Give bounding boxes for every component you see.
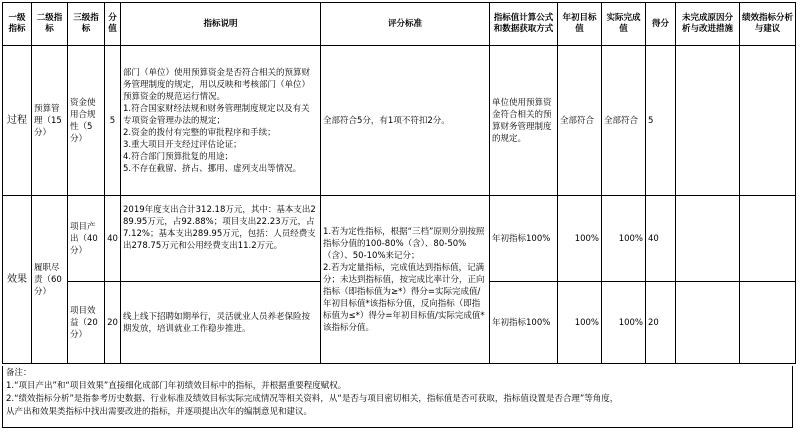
header-actual: 实际完成值 (602, 3, 646, 46)
output-weight: 40 (105, 196, 121, 282)
effect-suggest (740, 282, 796, 364)
output-lv3: 项目产出（40分） (68, 196, 105, 282)
output-actual: 100% (602, 196, 646, 282)
header-score-weight: 分值 (105, 3, 121, 46)
process-criteria: 全部符合5分，有1项不符扣2分。 (321, 46, 490, 196)
process-lv3: 资金使用合规性（5分） (68, 46, 105, 196)
effect-lv2: 履职尽责（60分） (32, 196, 68, 364)
process-actual: 全部符合 (602, 46, 646, 196)
process-weight: 5 (105, 46, 121, 196)
header-desc: 指标说明 (121, 3, 321, 46)
effect-formula: 年初指标100% (490, 282, 558, 364)
process-lv1: 过程 (3, 46, 32, 196)
header-row (3, 3, 796, 46)
process-score: 5 (646, 46, 676, 196)
header-score: 得分 (646, 3, 676, 46)
output-target: 100% (558, 196, 602, 282)
effect-target: 100% (558, 282, 602, 364)
output-analysis (676, 196, 740, 282)
header-analysis: 未完成原因分析与改进措施 (676, 3, 740, 46)
header-criteria: 评分标准 (321, 3, 490, 46)
process-analysis (676, 46, 740, 196)
output-suggest (740, 196, 796, 282)
process-formula: 单位使用预算资金符合相关的预算财务管理制度的规定。 (490, 46, 558, 196)
table-row-output (3, 196, 796, 282)
table-row-process (3, 46, 796, 196)
effect-analysis (676, 282, 740, 364)
header-formula: 指标值计算公式和数据获取方式 (490, 3, 558, 46)
output-formula: 年初指标100% (490, 196, 558, 282)
process-desc: 部门（单位）使用预算资金是否符合相关的预算财务管理制度的规定，用以反映和考核部门（单位）预算资金的规范运行情况。 1.符合国家财经法规和财务管理制度规定以及有关专项资金管理办法的规定； 2.资金的拨付有完整的审批程序和手续； 3.重大项目开支经过评估论证； 4.符合部门预算批复的用途； 5.不存在截留、挤占、挪用、虚列支出等情况。 (121, 46, 321, 196)
notes-section (2, 366, 793, 428)
notes-line-3: 从产出和效果类指标中找出需要改进的指标，并逐项提出次年的编制意见和建议。 (6, 407, 313, 417)
output-score: 40 (646, 196, 676, 282)
notes-title: 备注： (6, 368, 32, 378)
performance-evaluation-table (2, 2, 796, 364)
header-lv3: 三级指标 (68, 3, 105, 46)
effect-score: 20 (646, 282, 676, 364)
effect-weight: 20 (105, 282, 121, 364)
process-target: 全部符合 (558, 46, 602, 196)
effect-lv1: 效果 (3, 196, 32, 364)
effect-criteria: 1.若为定性指标，根据“三档”原则分别按照指标分值的100-80%（含）、80-50%（含）、50-10%来记分； 2.若为定量指标，完成值达到指标值，记满分；未达到指标值，按完成比率计分，正向指标（即指标值为≥*）得分=实际完成值/年初目标值*该指标分值，反向指标（即指标值为≤*）得分=年初目标值/实际完成值*该指标分值。 (321, 196, 490, 364)
header-target: 年初目标值 (558, 3, 602, 46)
notes-line-1: 1.“项目产出”和“项目效果”直接细化成部门年初绩效目标中的指标，并根据重要程度赋权。 (6, 381, 347, 391)
effect-actual: 100% (602, 282, 646, 364)
process-suggest (740, 46, 796, 196)
effect-lv3: 项目效益（20分） (68, 282, 105, 364)
process-lv2: 预算管理（15分） (32, 46, 68, 196)
notes-line-2: 2.“绩效指标分析”是指参考历史数据、行业标准及绩效目标实际完成情况等相关资料，从“是否与项目密切相关，指标值是否可获取，指标值设置是否合理”等角度， (6, 394, 619, 404)
output-desc: 2019年度支出合计312.18万元，其中：基本支出289.95万元，占92.88%；项目支出22.23万元，占7.12%；基本支出289.95万元，包括：人员经费支出278.75万元和公用经费支出11.2万元。 (121, 196, 321, 282)
header-lv2: 二级指标 (32, 3, 68, 46)
header-suggest: 绩效指标分析与建议 (740, 3, 796, 46)
header-lv1: 一级指标 (3, 3, 32, 46)
effect-desc: 线上线下招聘如期举行，灵活就业人员养老保险按期发放，培训就业工作稳步推进。 (121, 282, 321, 364)
